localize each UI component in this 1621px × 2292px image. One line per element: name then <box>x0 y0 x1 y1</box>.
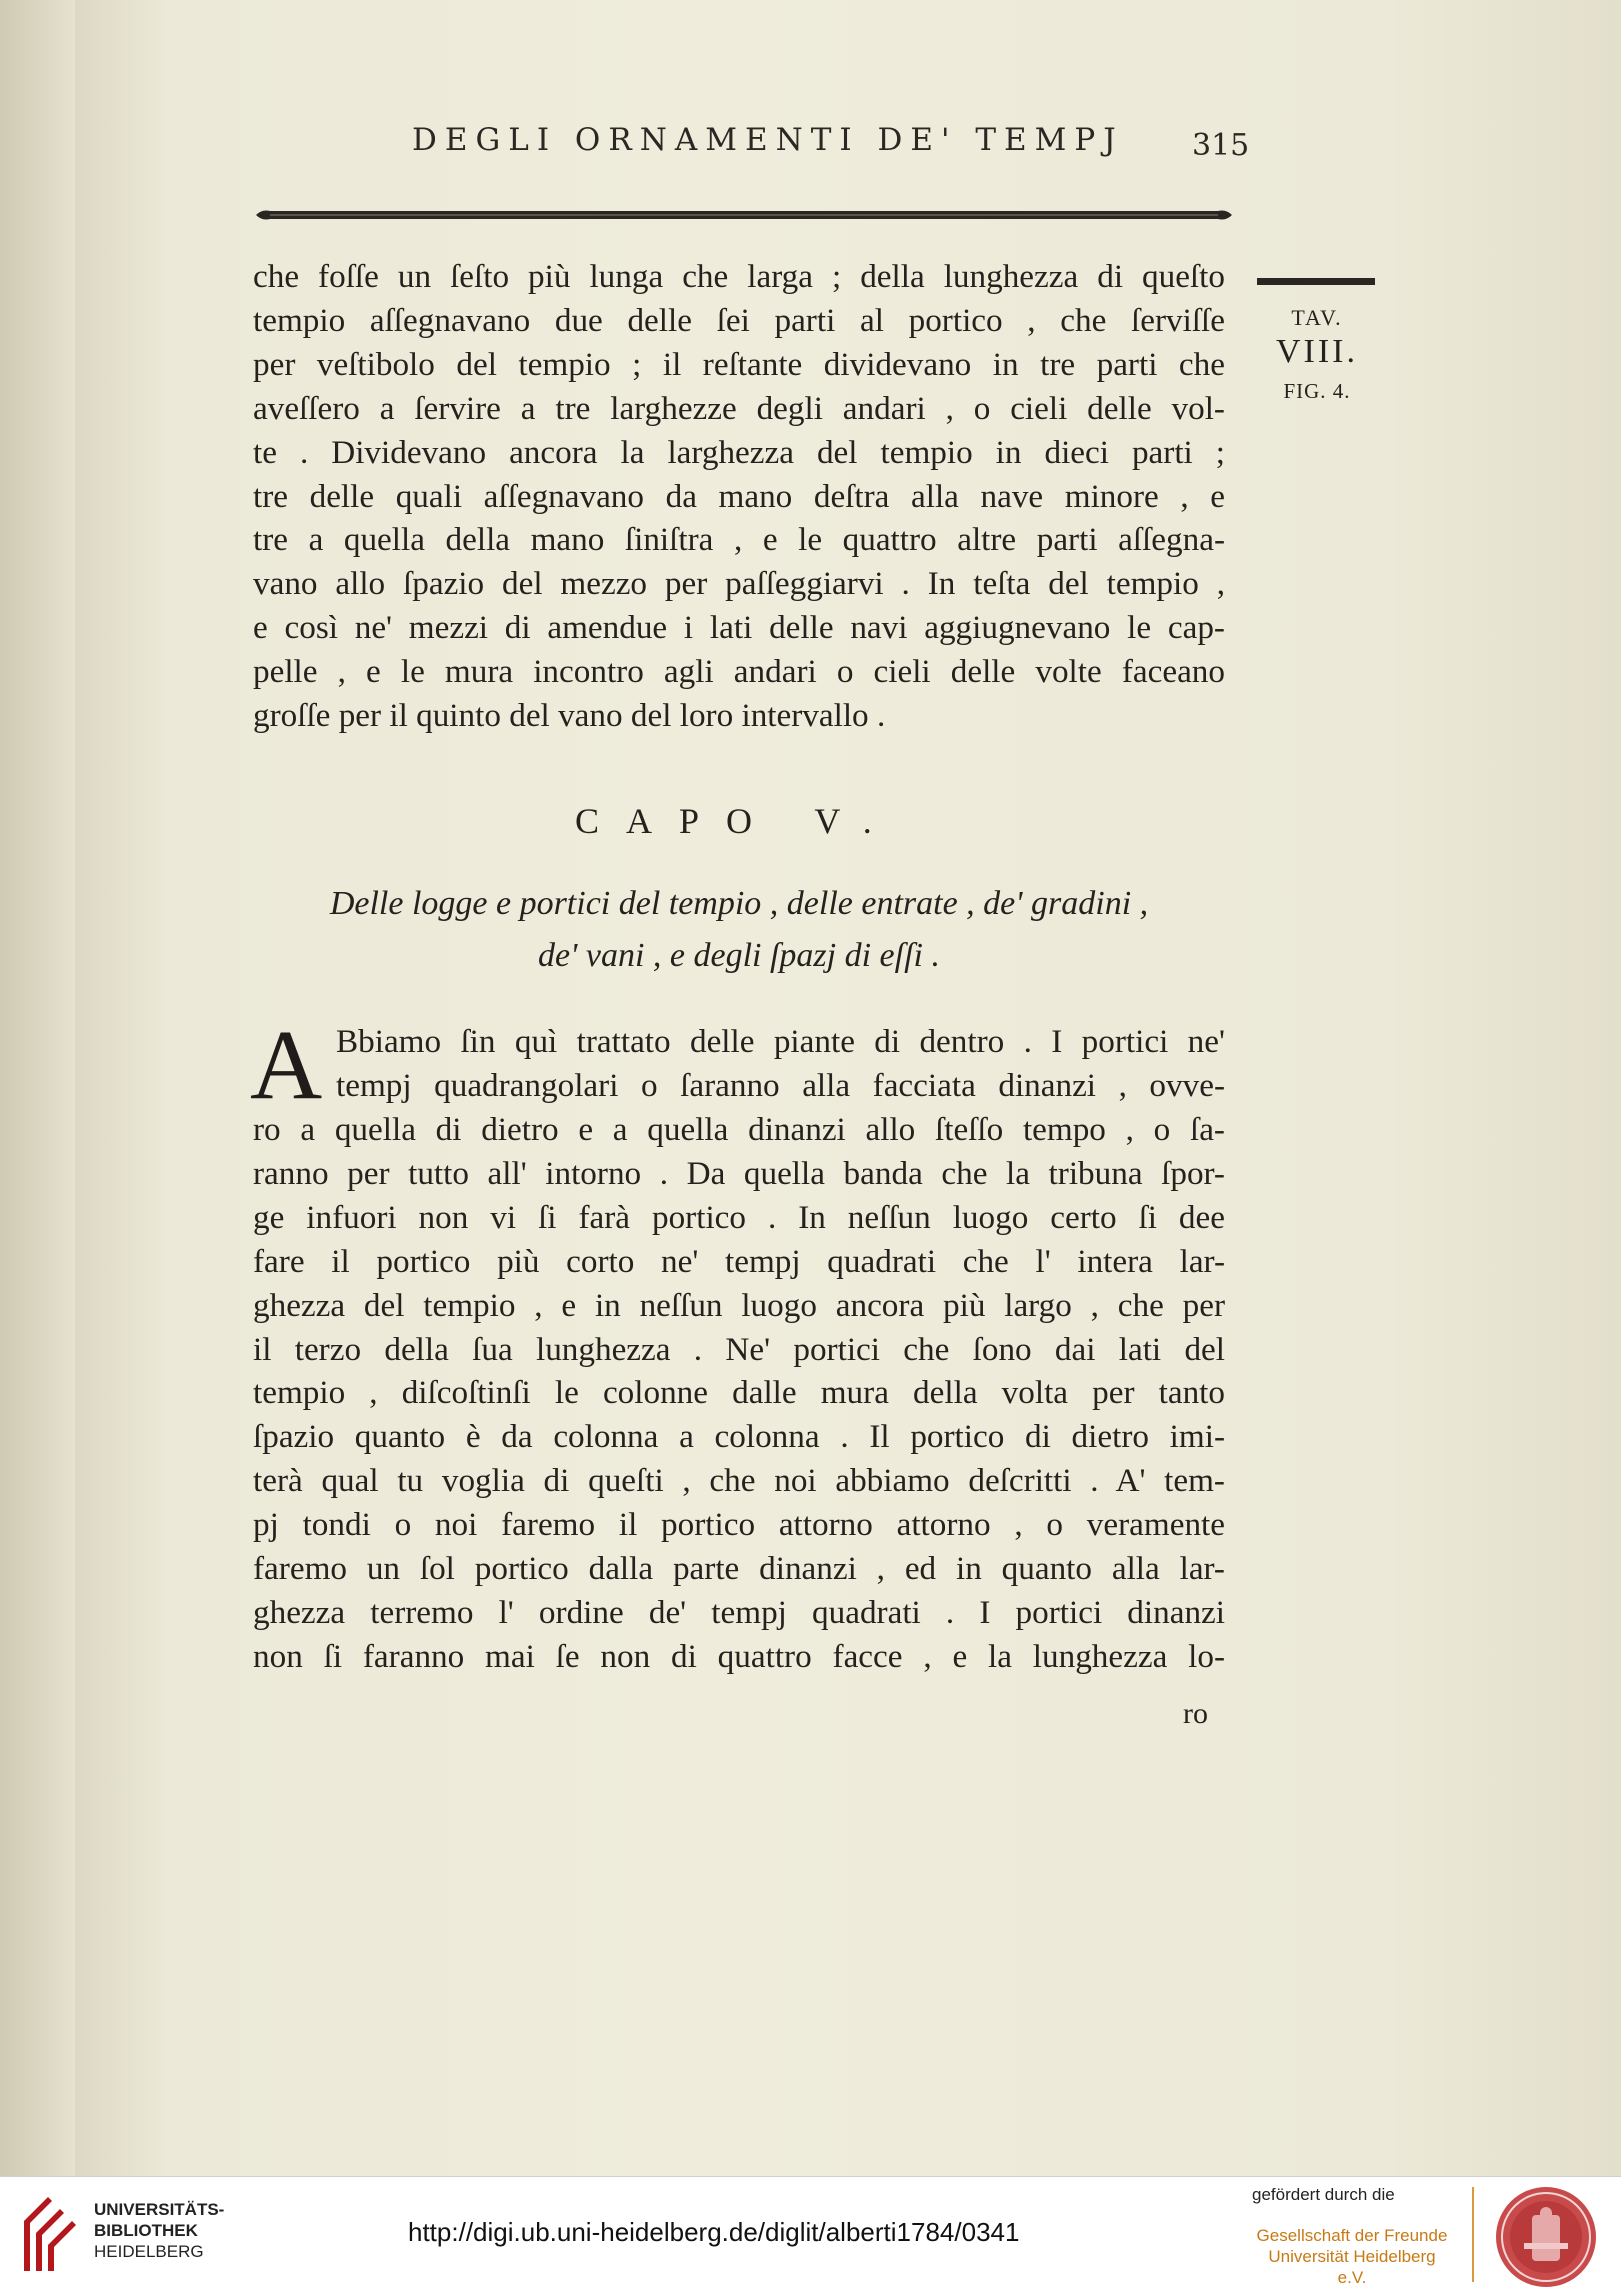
library-name-line: HEIDELBERG <box>94 2242 204 2261</box>
viewer-footer <box>0 2176 1621 2292</box>
text-line: faremo un ſol portico dalla parte dinanzi , ed in quanto alla lar- <box>253 1550 1225 1588</box>
margin-rule <box>1257 276 1375 288</box>
text-line: ghezza terremo l' ordine de' tempj quadrati . I portici dinanzi <box>253 1593 1225 1631</box>
catchword: ro <box>1183 1697 1208 1730</box>
paragraph-2 <box>253 1108 1225 1679</box>
text-line: ro a quella di dietro e a quella dinanzi allo ſteſſo tempo , o ſa- <box>253 1111 1225 1148</box>
chapter-subtitle <box>253 878 1225 982</box>
library-name <box>94 2199 224 2262</box>
university-seal-icon[interactable] <box>1494 2185 1598 2289</box>
text-line: ge infuori non vi ſi farà portico . In neſſun luogo certo ſi dee <box>253 1198 1225 1236</box>
header-rule <box>256 206 1232 224</box>
text-line: pj tondi o noi faremo il portico attorno attorno , o veramente <box>253 1506 1225 1544</box>
text-line: tempj quadrangolari o ſaranno alla facciata dinanzi , ovve- <box>336 1066 1225 1104</box>
text-line: tempio aſſegnavano due delle ſei parti al portico , che ſerviſſe <box>253 301 1225 339</box>
paragraph-2-opening <box>336 1020 1225 1108</box>
sponsor-label: gefördert durch die <box>1252 2185 1395 2204</box>
text-line: terà qual tu voglia di queſti , che noi abbiamo deſcritti . A' tem- <box>253 1462 1225 1500</box>
text-line: tre delle quali aſſegnavano da mano deſtra alla nave minore , e <box>253 477 1225 515</box>
subtitle-line: de' vani , e degli ſpazj di eſſi . <box>538 937 940 974</box>
sponsor-name[interactable] <box>1252 2225 1452 2288</box>
sponsor-divider <box>1472 2187 1474 2282</box>
drop-cap: A <box>250 1009 323 1120</box>
sponsor-name-line: Gesellschaft der Freunde <box>1256 2226 1448 2245</box>
subtitle-line: Delle logge e portici del tempio , delle entrate , de' gradini , <box>329 885 1149 922</box>
text-line: pelle , e le mura incontro agli andari o cieli delle volte faceano <box>253 653 1225 691</box>
text-line: te . Dividevano ancora la larghezza del tempio in dieci parti ; <box>253 433 1225 471</box>
library-name-line: UNIVERSITÄTS- <box>94 2200 225 2219</box>
plate-reference <box>1262 305 1372 404</box>
chapter-heading: CAPO V. <box>575 801 899 841</box>
text-line: tempio , diſcoſtinſi le colonne dalle mura della volta per tanto <box>253 1374 1225 1412</box>
library-name-line: BIBLIOTHEK <box>94 2221 198 2240</box>
plate-number: VIII. <box>1275 333 1359 370</box>
text-line: e così ne' mezzi di amendue i lati delle navi aggiugnevano le cap- <box>253 609 1225 647</box>
paragraph-1 <box>253 255 1225 738</box>
text-line: ſpazio quanto è da colonna a colonna . Il portico di dietro imi- <box>253 1418 1225 1456</box>
text-line: vano allo ſpazio del mezzo per paſſeggiarvi . In teſta del tempio , <box>253 565 1225 603</box>
text-line: che foſſe un ſeſto più lunga che larga ; della lunghezza di queſto <box>253 258 1225 295</box>
text-line: ghezza del tempio , e in neſſun luogo ancora più largo , che per <box>253 1286 1225 1324</box>
gutter-shadow <box>0 0 80 2176</box>
permalink-url[interactable]: http://digi.ub.uni-heidelberg.de/diglit/alberti1784/0341 <box>408 2217 1020 2247</box>
text-line: Bbiamo ſin quì trattato delle piante di dentro . I portici ne' <box>336 1023 1225 1060</box>
university-library-logo-icon[interactable] <box>18 2191 80 2277</box>
text-line: ranno per tutto all' intorno . Da quella banda che la tribuna ſpor- <box>253 1154 1225 1192</box>
page-number: 315 <box>1192 128 1250 163</box>
text-line: tre a quella della mano ſiniſtra , e le quattro altre parti aſſegna- <box>253 521 1225 559</box>
text-line: fare il portico più corto ne' tempj quadrati che l' intera lar- <box>253 1242 1225 1280</box>
text-line: per veſtibolo del tempio ; il reſtante dividevano in tre parti che <box>253 345 1225 383</box>
text-line: groſſe per il quinto del vano del loro intervallo . <box>253 697 886 735</box>
text-line: non ſi faranno mai ſe non di quattro facce , e la lunghezza lo- <box>253 1637 1225 1675</box>
text-line: il terzo della ſua lunghezza . Ne' portici che ſono dai lati del <box>253 1330 1225 1368</box>
sponsor-name-line: Universität Heidelberg e.V. <box>1268 2247 1436 2287</box>
text-line: aveſſero a ſervire a tre larghezze degli andari , o cieli delle vol- <box>253 389 1225 427</box>
plate-label: TAV. <box>1291 305 1343 330</box>
figure-number: FIG. 4. <box>1283 379 1351 403</box>
running-head: DEGLI ORNAMENTI DE' TEMPJ <box>412 122 1124 158</box>
